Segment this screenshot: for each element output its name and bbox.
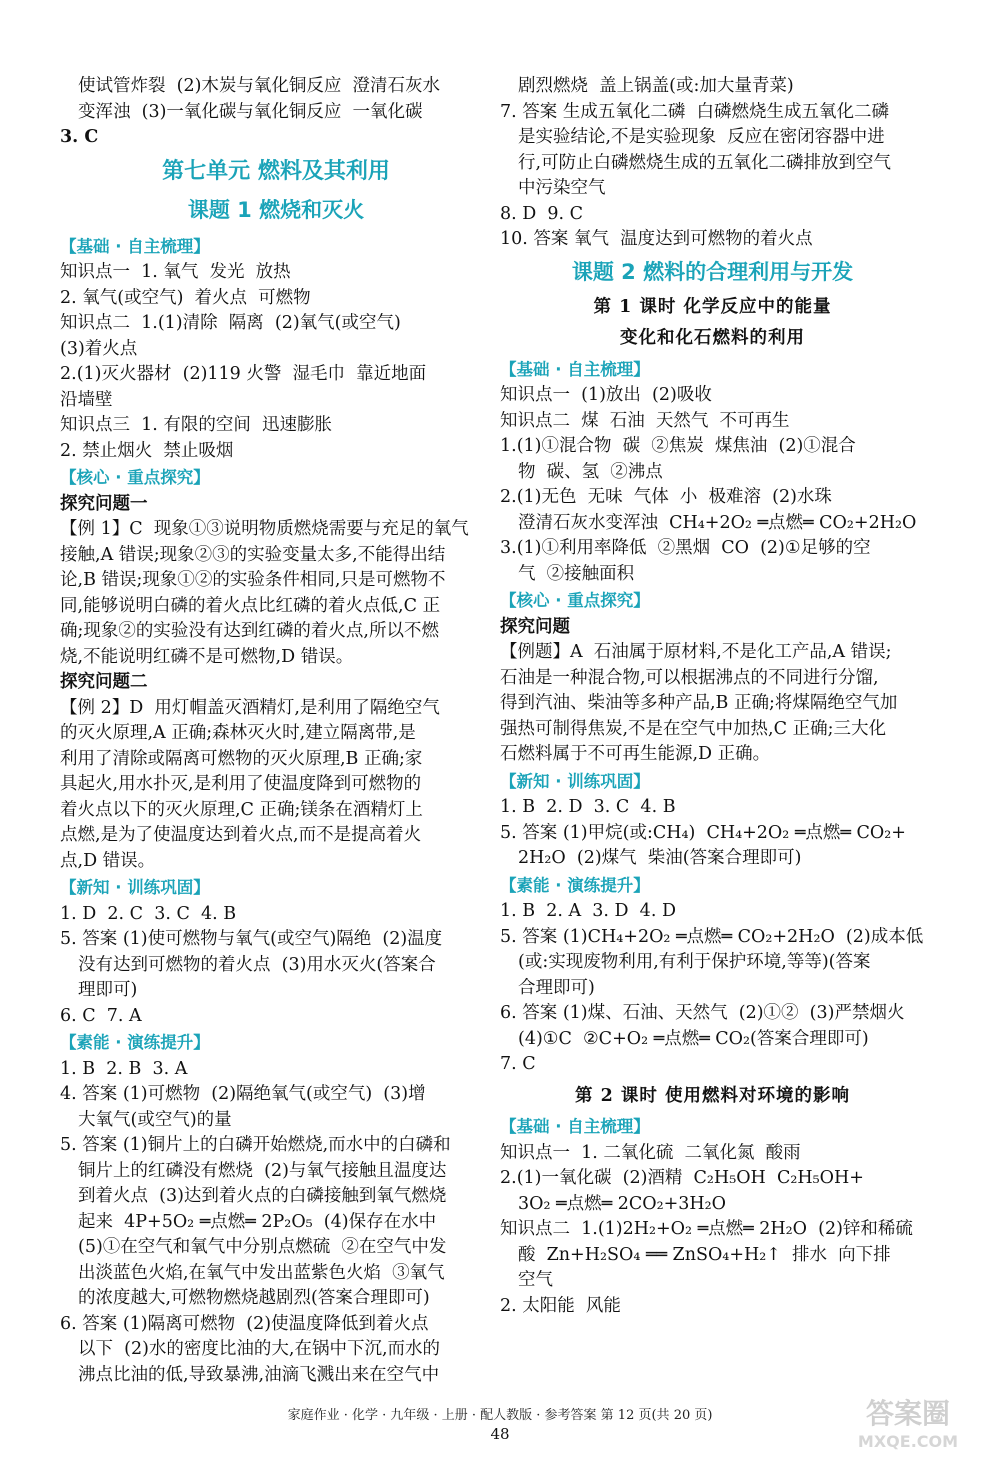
text-line: 理即可) [78, 980, 138, 1000]
text-line: 接触,A 错误;现象②③的实验变量太多,不能得出结 [60, 544, 446, 565]
text-line: 2H₂O (2)煤气 柴油(答案合理即可) [518, 848, 802, 868]
text-line: 点燃,是为了使温度达到着火点,而不是提高着火 [60, 825, 422, 845]
text-line: 2.(1)无色 无味 气体 小 极难溶 (2)水珠 [500, 487, 832, 507]
text-line: (或:实现废物利用,有利于保护环境,等等)(答案 [518, 952, 871, 972]
text-line: 酸 Zn+H₂SO₄ ══ ZnSO₄+H₂↑ 排水 向下排 [518, 1244, 891, 1265]
section-row [60, 874, 492, 902]
text-line: 烧,不能说明红磷不是可燃物,D 错误。 [60, 646, 354, 667]
section-row [500, 587, 925, 615]
unit-title: 第七单元 燃料及其利用 [162, 158, 390, 184]
section-row [500, 356, 925, 384]
text-line: 知识点一 1. 二氧化硫 二氧化氮 酸雨 [500, 1142, 801, 1163]
text-line: 8. D 9. C [500, 203, 584, 224]
text-line: 5. 答案 (1)甲烷(或:CH₄) CH₄+2O₂ ═点燃═ CO₂+ [500, 822, 906, 843]
text-line: 2. 太阳能 风能 [500, 1295, 621, 1316]
text-line: 使试管炸裂 (2)木炭与氧化铜反应 澄清石灰水 [78, 76, 441, 96]
text-line: 确;现象②的实验没有达到红磷的着火点,所以不燃 [60, 621, 439, 641]
text-line: 石燃料属于不可再生能源,D 正确。 [500, 744, 771, 764]
text-line: 6. 答案 (1)隔离可燃物 (2)使温度降低到着火点 [60, 1313, 429, 1334]
text-line: 6. C 7. A [60, 1005, 142, 1026]
text-line: 强热可制得焦炭,不是在空气中加热,C 正确;三大化 [500, 718, 886, 739]
page-footer: 家庭作业 · 化学 · 九年级 · 上册 · 配人教版 · 参考答案 第 12 页(共 20 页) [287, 1408, 713, 1423]
text-line: 的浓度越大,可燃物燃烧越剧烈(答案合理即可) [78, 1288, 430, 1308]
text-line: 知识点一 1. 氧气 发光 放热 [60, 262, 291, 282]
lesson-title: 课题 1 燃烧和灭火 [187, 197, 365, 222]
svg-text:答案圈: 答案圈 [865, 1397, 951, 1430]
text-line: 是实验结论,不是实验现象 反应在密闭容器中进 [518, 127, 885, 147]
section-label: 【核心 · 重点探究】 [60, 468, 210, 487]
text-line: 知识点二 1.(1)清除 隔离 (2)氧气(或空气) [60, 313, 401, 333]
text-line: 着火点以下的灭火原理,C 正确;镁条在酒精灯上 [60, 799, 423, 820]
text-line: 探究问题 [500, 616, 570, 637]
section-label: 【新知 · 训练巩固】 [500, 771, 650, 791]
section-row [500, 768, 925, 796]
text-line: 探究问题二 [60, 672, 148, 692]
text-line: 大氧气(或空气)的量 [78, 1109, 232, 1130]
text-line: 知识点二 1.(1)2H₂+O₂ ═点燃═ 2H₂O (2)锌和稀硫 [500, 1219, 913, 1239]
section-row [500, 872, 925, 900]
text-line: 到着火点 (3)达到着火点的白磷接触到氧气燃烧 [78, 1186, 447, 1206]
text-line: 具起火,用水扑灭,是利用了使温度降到可燃物的 [60, 774, 422, 794]
right-column [500, 74, 925, 1319]
text-line: 铜片上的红磷没有燃烧 (2)与氧气接触且温度达 [78, 1160, 447, 1181]
section-label: 【基础 · 自主梳理】 [500, 359, 650, 379]
section-row [60, 233, 492, 261]
text-line: 3.(1)①利用率降低 ②黑烟 CO (2)①足够的空 [500, 538, 871, 558]
text-line: 3. C [60, 127, 99, 147]
text-line: (4)①C ②C+O₂ ═点燃═ CO₂(答案合理即可) [518, 1028, 869, 1049]
text-line: 剧烈燃烧 盖上锅盖(或:加大量青菜) [518, 76, 794, 96]
section-label: 【基础 · 自主梳理】 [60, 236, 210, 256]
text-line: 3O₂ ═点燃═ 2CO₂+3H₂O [518, 1193, 727, 1214]
text-line: 沸点比油的低,导致暴沸,油滴飞溅出来在空气中 [78, 1364, 440, 1385]
text-line: 1. B 2. D 3. C 4. B [500, 797, 676, 817]
text-line: 【例 1】C 现象①③说明物质燃烧需要与充足的氧气 [60, 519, 469, 539]
text-line: 得到汽油、柴油等多种产品,B 正确;将煤隔绝空气加 [500, 693, 898, 713]
text-line: 7. C [500, 1054, 536, 1074]
lesson-subtitle: 变化和化石燃料的利用 [620, 328, 805, 348]
section-label: 【新知 · 训练巩固】 [60, 878, 210, 897]
text-line: 行,可防止白磷燃烧生成的五氧化二磷排放到空气 [518, 152, 892, 173]
watermark-logo [828, 1391, 988, 1453]
section-row [500, 1113, 925, 1141]
text-line: 气 ②接触面积 [518, 563, 635, 584]
text-line: 点,D 错误。 [60, 850, 156, 871]
text-line: 以下 (2)水的密度比油的大,在锅中下沉,而水的 [78, 1339, 441, 1359]
lesson-title: 课题 2 燃料的合理利用与开发 [571, 259, 854, 284]
text-line: (3)着火点 [60, 338, 138, 359]
text-line: 起来 4P+5O₂ ═点燃═ 2P₂O₅ (4)保存在水中 [78, 1211, 437, 1232]
text-line: 知识点二 煤 石油 天然气 不可再生 [500, 410, 790, 431]
text-line: 7. 答案 生成五氧化二磷 白磷燃烧生成五氧化二磷 [500, 101, 889, 122]
section-label: 【核心 · 重点探究】 [500, 591, 650, 610]
text-line: 2. 禁止烟火 禁止吸烟 [60, 440, 234, 461]
text-line: 2.(1)一氧化碳 (2)酒精 C₂H₅OH C₂H₅OH+ [500, 1168, 864, 1188]
svg-text:MXQE.COM: MXQE.COM [857, 1432, 959, 1451]
text-line: 澄清石灰水变浑浊 CH₄+2O₂ ═点燃═ CO₂+2H₂O [518, 512, 917, 533]
text-line: 出淡蓝色火焰,在氧气中发出蓝紫色火焰 ③氧气 [78, 1262, 445, 1283]
left-column [60, 74, 492, 1388]
text-line: 1. B 2. B 3. A [60, 1058, 188, 1079]
text-line: 4. 答案 (1)可燃物 (2)隔绝氧气(或空气) (3)增 [60, 1084, 426, 1104]
text-line: 6. 答案 (1)煤、石油、天然气 (2)①② (3)严禁烟火 [500, 1003, 905, 1023]
text-line: 2.(1)灭火器材 (2)119 火警 湿毛巾 靠近地面 [60, 364, 427, 384]
text-line: 5. 答案 (1)铜片上的白磷开始燃烧,而水中的白磷和 [60, 1135, 451, 1155]
text-line: 5. 答案 (1)使可燃物与氧气(或空气)隔绝 (2)温度 [60, 929, 443, 949]
text-line: 知识点一 (1)放出 (2)吸收 [500, 385, 712, 405]
section-label: 【素能 · 演练提升】 [500, 875, 650, 895]
text-line: 知识点三 1. 有限的空间 迅速膨胀 [60, 415, 333, 435]
text-line: 2. 氧气(或空气) 着火点 可燃物 [60, 287, 311, 308]
text-line: 探究问题一 [60, 493, 148, 514]
text-line: 合理即可) [518, 977, 595, 998]
text-line: (5)①在空气和氧气中分别点燃硫 ②在空气中发 [78, 1237, 447, 1257]
page-number: 48 [490, 1425, 510, 1443]
section-row [60, 1029, 492, 1057]
text-line: 10. 答案 氧气 温度达到可燃物的着火点 [500, 229, 813, 249]
lesson-subtitle: 第 2 课时 使用燃料对环境的影响 [575, 1085, 850, 1106]
text-line: 同,能够说明白磷的着火点比红磷的着火点低,C 正 [60, 595, 441, 616]
text-line: 变浑浊 (3)一氧化碳与氧化铜反应 一氧化碳 [78, 101, 423, 122]
text-line: 论,B 错误;现象①②的实验条件相同,只是可燃物不 [60, 570, 446, 590]
text-line: 5. 答案 (1)CH₄+2O₂ ═点燃═ CO₂+2H₂O (2)成本低 [500, 926, 924, 947]
text-line: 没有达到可燃物的着火点 (3)用水灭火(答案合 [78, 954, 436, 975]
text-line: 中污染空气 [518, 178, 606, 198]
text-line: 【例 2】D 用灯帽盖灭酒精灯,是利用了隔绝空气 [60, 697, 440, 718]
lesson-subtitle: 第 1 课时 化学反应中的能量 [593, 296, 832, 317]
section-label: 【素能 · 演练提升】 [60, 1033, 210, 1052]
text-line: 利用了清除或隔离可燃物的灭火原理,B 正确;家 [60, 748, 423, 769]
text-line: 沿墙壁 [60, 389, 113, 410]
text-line: 1. D 2. C 3. C 4. B [60, 903, 237, 924]
text-line: 1. B 2. A 3. D 4. D [500, 901, 676, 921]
text-line: 【例题】A 石油属于原材料,不是化工产品,A 错误; [500, 642, 892, 662]
text-line: 1.(1)①混合物 碳 ②焦炭 煤焦油 (2)①混合 [500, 436, 856, 456]
text-line: 石油是一种混合物,可以根据沸点的不同进行分馏, [500, 667, 879, 688]
text-line: 空气 [518, 1270, 553, 1290]
text-line: 物 碳、氢 ②沸点 [518, 461, 663, 482]
section-row [60, 464, 492, 492]
text-line: 的灭火原理,A 正确;森林灭火时,建立隔离带,是 [60, 723, 416, 743]
section-label: 【基础 · 自主梳理】 [500, 1117, 650, 1136]
